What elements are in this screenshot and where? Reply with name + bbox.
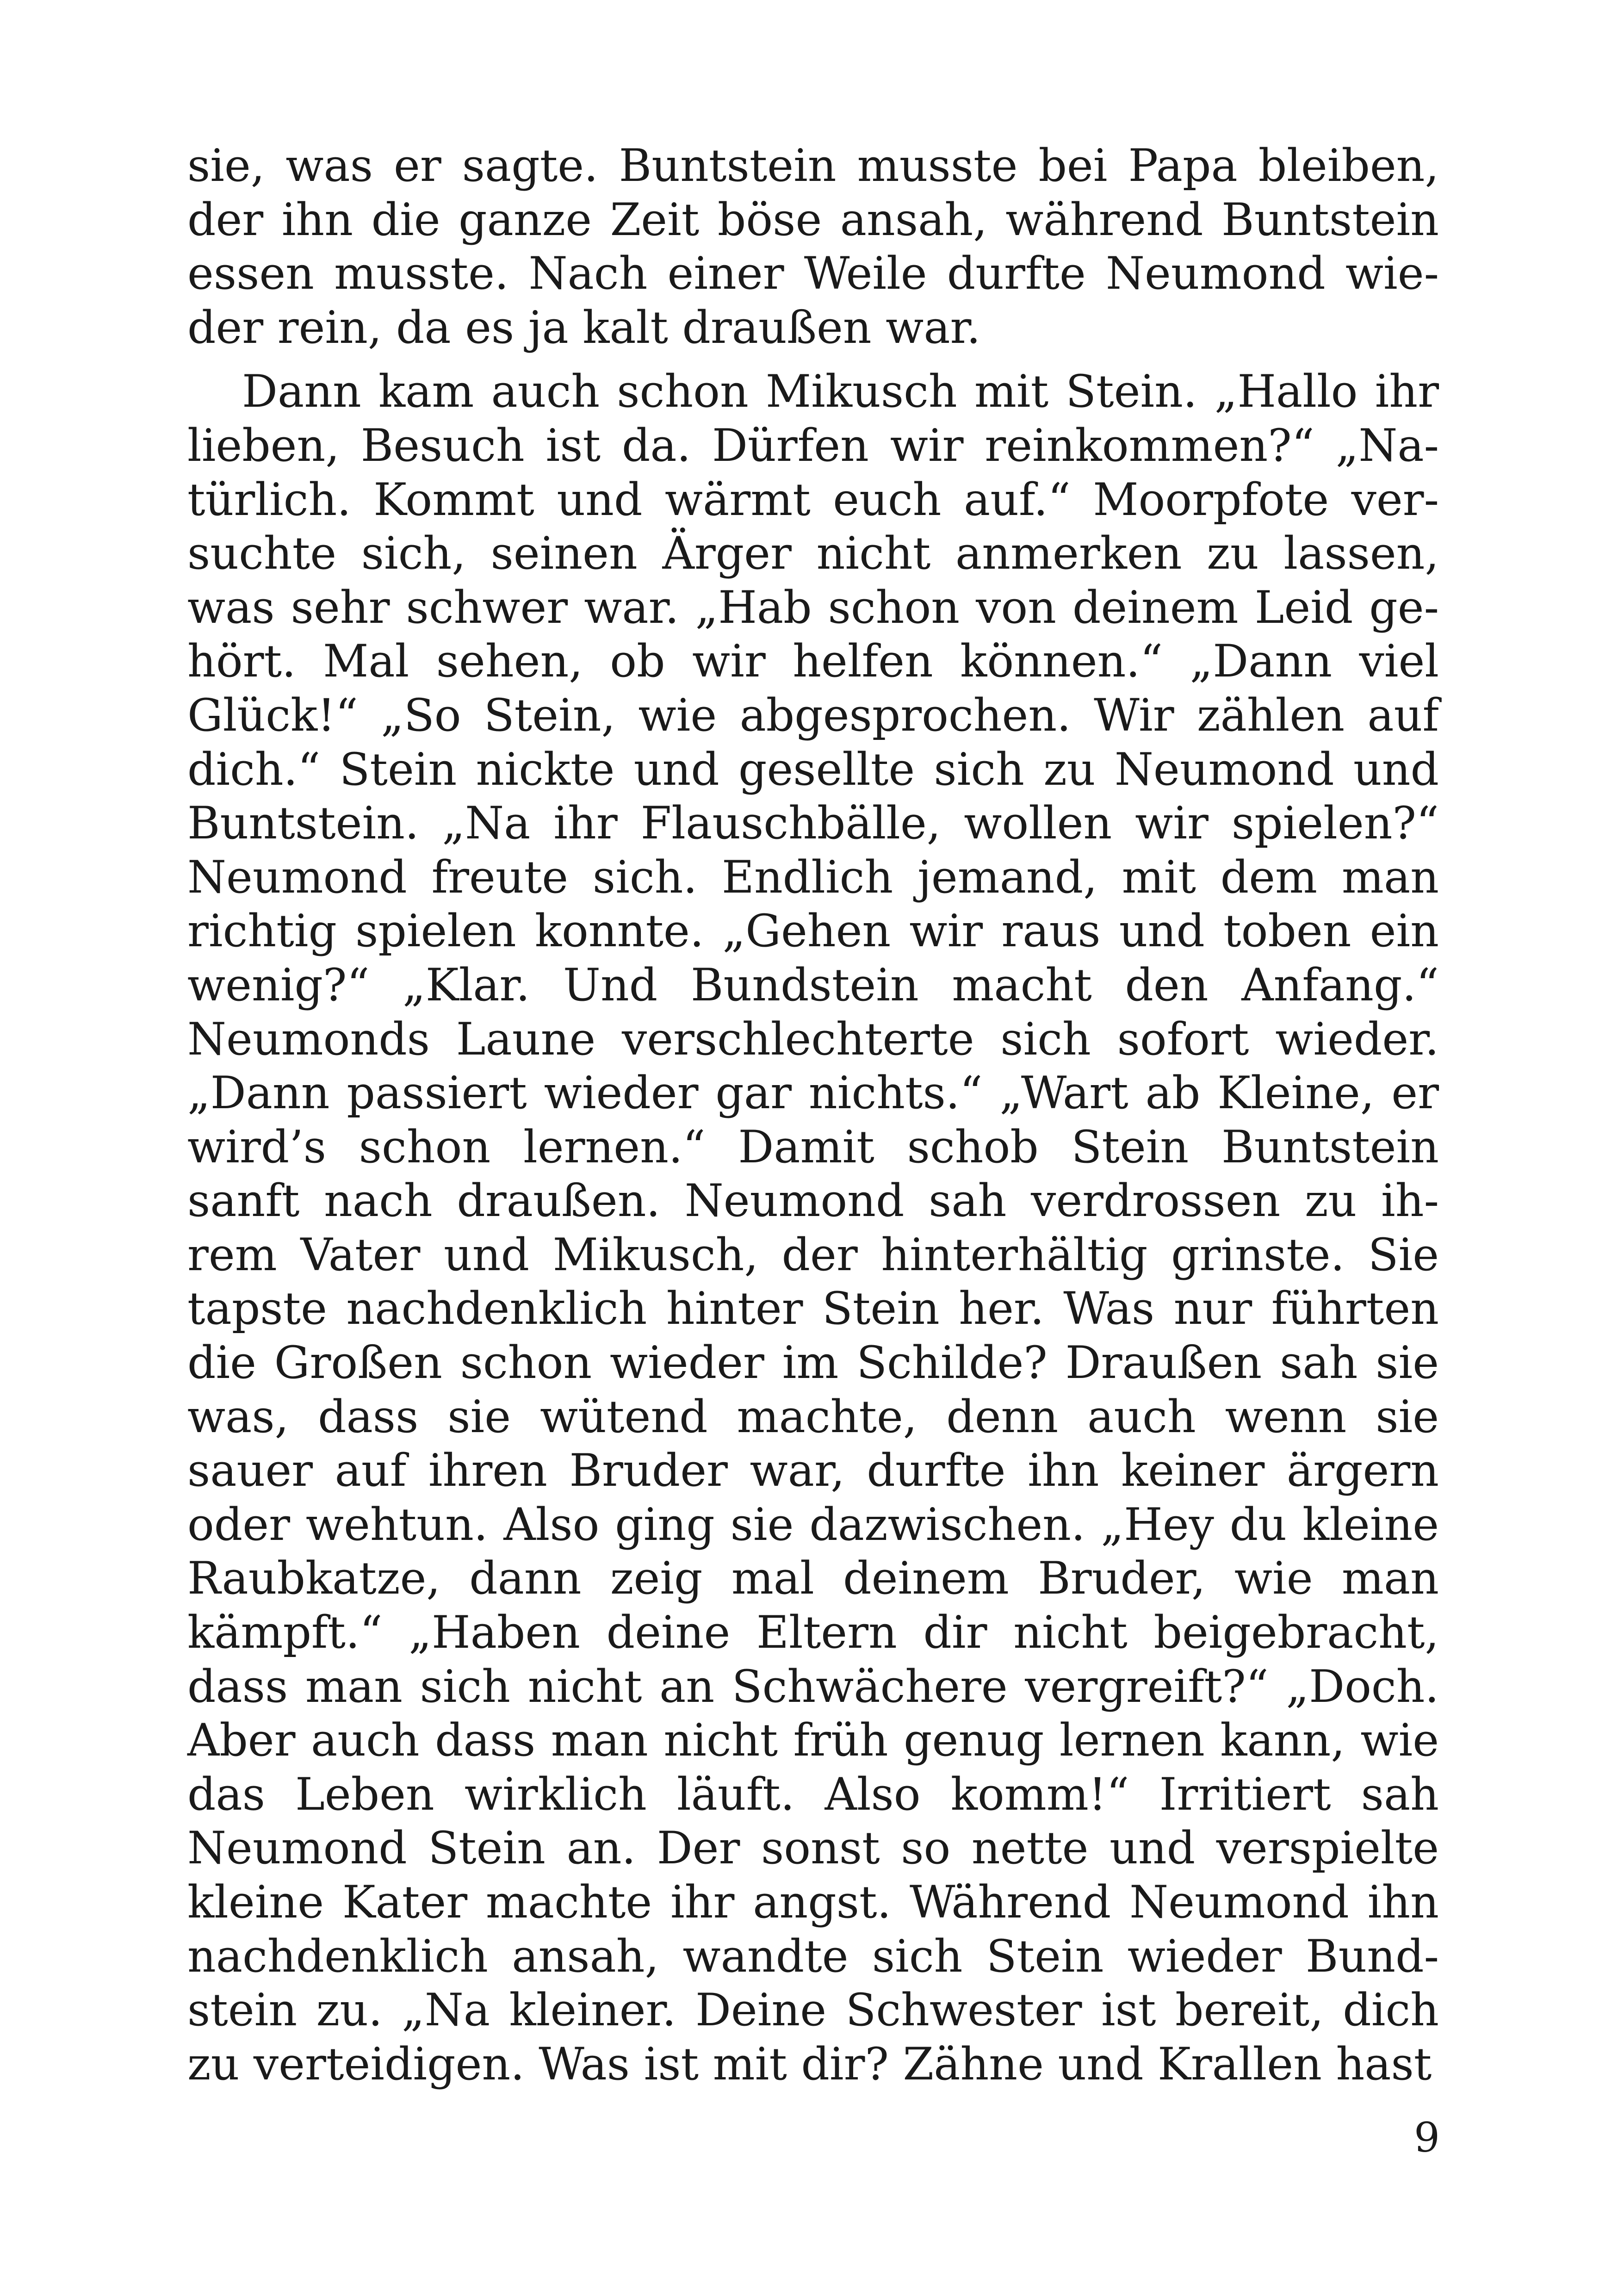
- paragraph-continuation: sie, was er sagte. Buntstein musste bei Papa bleiben, der ihn die ganze Zeit böse ansah, während Buntstein essen musste. Nach einer Weile durfte Neumond wieder rein, da es ja kalt draußen war.: [187, 140, 1439, 354]
- paragraph-main: Dann kam auch schon Mikusch mit Stein. „Hallo ihr lieben, Besuch ist da. Dürfen wir reinkommen?“ „Natürlich. Kommt und wärmt euch auf.“ Moorpfote versuchte sich, seinen Ärger nicht anmerken zu lassen, was sehr schwer war. „Hab schon von deinem Leid gehört. Mal sehen, ob wir helfen können.“ „Dann viel Glück!“ „So Stein, wie abgesprochen. Wir zählen auf dich.“ Stein nickte und gesellte sich zu Neumond und Buntstein. „Na ihr Flauschbälle, wollen wir spielen?“ Neumond freute sich. Endlich jemand, mit dem man richtig spielen konnte. „Gehen wir raus und toben ein wenig?“ „Klar. Und Bundstein macht den Anfang.“ Neumonds Laune verschlechterte sich sofort wieder. „Dann passiert wieder gar nichts.“ „Wart ab Kleine, er wird’s schon lernen.“ Damit schob Stein Buntstein sanft nach draußen. Neumond sah verdrossen zu ihrem Vater und Mikusch, der hinterhältig grinste. Sie tapste nachdenklich hinter Stein her. Was nur führten die Großen schon wieder im Schilde? Draußen sah sie was, dass sie wütend machte, denn auch wenn sie sauer auf ihren Bruder war, durfte ihn keiner ärgern oder wehtun. Also ging sie dazwischen. „Hey du kleine Raubkatze, dann zeig mal deinem Bruder, wie man kämpft.“ „Haben deine Eltern dir nicht beigebracht, dass man sich nicht an Schwächere vergreift?“ „Doch. Aber auch dass man nicht früh genug lernen kann, wie das Leben wirklich läuft. Also komm!“ Irritiert sah Neumond Stein an. Der sonst so nette und verspielte kleine Kater machte ihr angst. Während Neumond ihn nachdenklich ansah, wandte sich Stein wieder Bundstein zu. „Na kleiner. Deine Schwester ist bereit, dich zu verteidigen. Was ist mit dir? Zähne und Krallen hast: [187, 366, 1439, 2090]
- body-text: [187, 139, 1439, 2091]
- page-number: 9: [1414, 2114, 1440, 2161]
